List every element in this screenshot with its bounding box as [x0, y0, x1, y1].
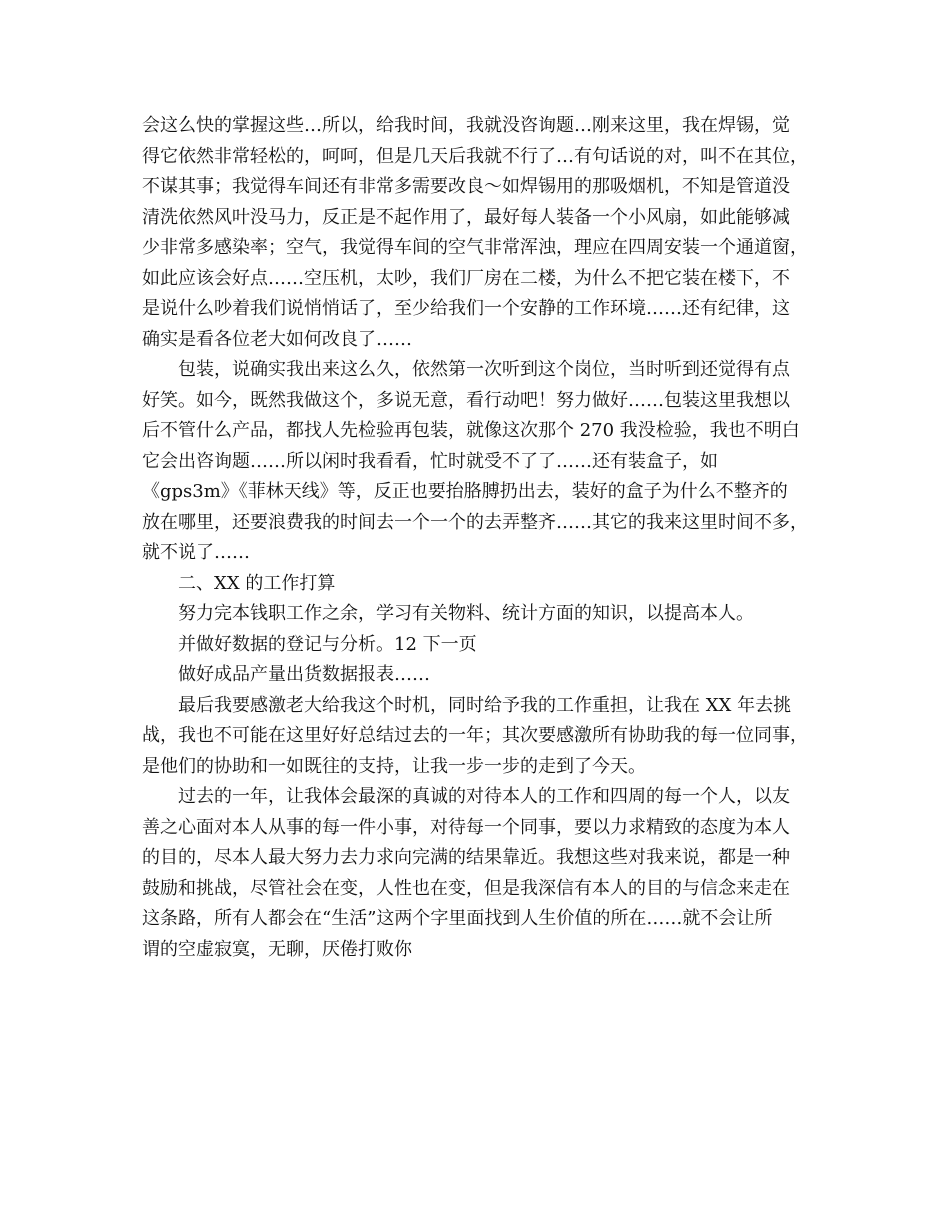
- paragraph: [142, 660, 822, 691]
- paragraph: [142, 630, 822, 661]
- text-line: 包装，说确实我出来这么久，依然第一次听到这个岗位，当时听到还觉得有点: [178, 359, 790, 380]
- text-line: 过去的一年，让我体会最深的真诚的对待本人的工作和四周的每一个人，以友: [178, 786, 790, 807]
- text-line: 这条路，所有人都会在“生活”这两个字里面找到人生价值的所在……就不会让所: [142, 908, 773, 929]
- text-line: 确实是看各位老大如何改良了……: [142, 328, 412, 350]
- paragraph: [142, 111, 822, 355]
- text-line: 善之心面对本人从事的每一件小事，对待每一个同事，要以力求精致的态度为本人: [142, 816, 790, 838]
- paragraph: [142, 569, 822, 600]
- paragraph: [142, 599, 822, 630]
- text-line: 如此应该会好点……空压机，太吵，我们厂房在二楼，为什么不把它装在楼下，不: [142, 267, 790, 289]
- text-line: 做好成品产量出货数据报表……: [178, 664, 430, 685]
- text-line: 就不说了……: [142, 542, 250, 563]
- text-line: 它会出咨询题……所以闲时我看看，忙时就受不了了……还有装盒子，如: [142, 450, 718, 472]
- text-line: 少非常多感染率；空气，我觉得车间的空气非常浑浊，理应在四周安装一个通道窗，: [142, 237, 808, 258]
- text-line: 并做好数据的登记与分析。12 下一页: [178, 633, 477, 655]
- text-line: 好笑。如今，既然我做这个，多说无意，看行动吧！努力做好……包装这里我想以: [142, 389, 790, 411]
- text-line: 战，我也不可能在这里好好总结过去的一年；其次要感激所有协助我的每一位同事，: [142, 725, 808, 746]
- text-line: 《gps3m》《菲林天线》等，反正也要抬胳膊扔出去，装好的盒子为什么不整齐的: [142, 481, 788, 502]
- text-line: 会这么快的掌握这些…所以，给我时间，我就没咨询题…刚来这里，我在焊锡，觉: [142, 115, 790, 136]
- text-line: 不谋其事；我觉得车间还有非常多需要改良～如焊锡用的那吸烟机，不知是管道没: [142, 176, 790, 197]
- document-page: [142, 111, 822, 965]
- text-line: 努力完本钱职工作之余，学习有关物料、统计方面的知识，以提高本人。: [178, 603, 754, 624]
- text-line: 的目的，尽本人最大努力去力求向完满的结果靠近。我想这些对我来说，都是一种: [142, 847, 790, 868]
- paragraph: [142, 355, 822, 569]
- text-line: 最后我要感激老大给我这个时机，同时给予我的工作重担，让我在 XX 年去挑: [178, 694, 792, 716]
- paragraph: [142, 782, 822, 965]
- text-line: 后不管什么产品，都找人先检验再包装，就像这次那个 270 我没检验，我也不明白: [142, 420, 800, 441]
- text-line: 谓的空虚寂寞，无聊，厌倦打败你: [142, 938, 412, 960]
- paragraph: [142, 691, 822, 783]
- text-line: 清洗依然风叶没马力，反正是不起作用了，最好每人装备一个小风扇，如此能够减: [142, 206, 790, 228]
- text-line: 是他们的协助和一如既往的支持，让我一步一步的走到了今天。: [142, 755, 646, 777]
- text-line: 放在哪里，还要浪费我的时间去一个一个的去弄整齐……其它的我来这里时间不多，: [142, 511, 808, 533]
- text-line: 是说什么吵着我们说悄悄话了，至少给我们一个安静的工作环境……还有纪律，这: [142, 298, 790, 319]
- text-line: 得它依然非常轻松的，呵呵，但是几天后我就不行了…有句话说的对，叫不在其位，: [142, 145, 808, 167]
- text-line: 鼓励和挑战，尽管社会在变，人性也在变，但是我深信有本人的目的与信念来走在: [142, 877, 790, 899]
- text-line: 二、XX 的工作打算: [178, 572, 336, 594]
